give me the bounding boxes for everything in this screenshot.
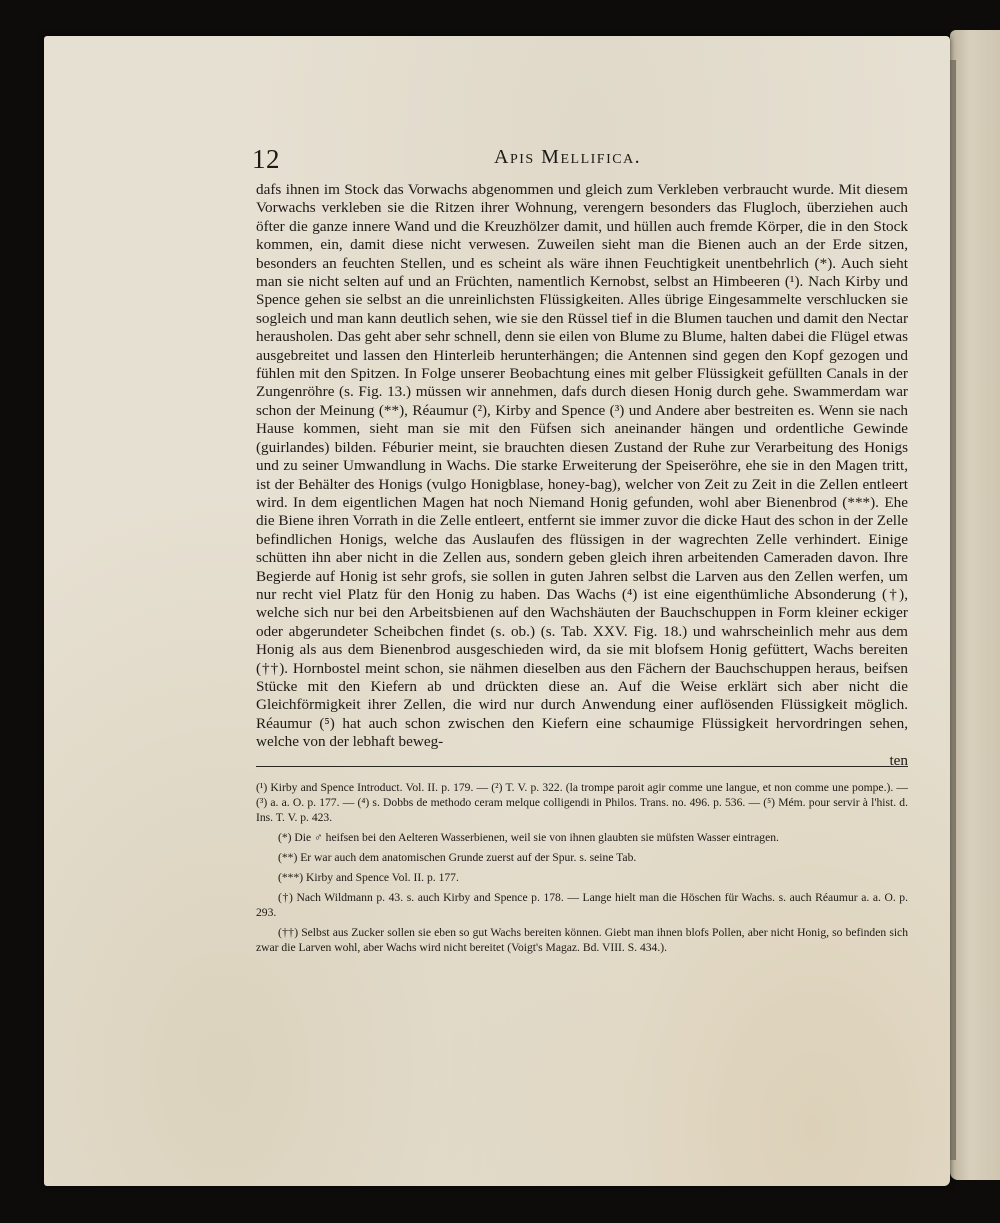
body-paragraph: dafs ihnen im Stock das Vorwachs abgenommen und gleich zum Verkleben verbraucht wurde. Mit diesem Vorwachs verkleben sie die Ritzen ihrer Wohnung, verengern besonders das Flugloch, überziehen auch öfter die ganze innere Wand und die Kreuzhölzer damit, und hüllen auch fremde Körper, die in den Stock kommen, ein, damit diese nicht verwesen. Zuweilen sieht man die Bienen auch an der Erde sitzen, besonders an feuchten Stellen, und es scheint als wäre ihnen Feuchtigkeit unentbehrlich (*). Auch sieht man sie nicht selten auf und an Früchten, namentlich Kernobst, selbst an Himbeeren (¹). Nach Kirby und Spence gehen sie selbst an die unreinlichsten Flüssigkeiten. Alles übrige Eingesammelte verschlucken sie sogleich und man kann deutlich sehen, wie sie den Rüssel tief in die Blumen tauchen und damit den Nectar herausholen. Das geht aber sehr schnell, denn sie eilen von Blume zu Blume, halten dabei die Flügel etwas ausgebreitet und lassen den Hinterleib herunterhängen; die Antennen sind gegen den Kopf gezogen und fühlen mit den Spitzen. In Folge unserer Beobachtung eines mit gelber Flüssigkeit gefüllten Canals in der Zungenröhre (s. Fig. 13.) müssen wir annehmen, dafs durch diesen Honig durch gehe. Swammerdam war schon der Meinung (**), Réaumur (²), Kirby and Spence (³) und Andere aber bestreiten es. Wenn sie nach Hause kommen, sieht man sie mit den Füfsen sich aneinander hängen und ordentliche Gewinde (guirlandes) bilden. Féburier meint, sie brauchten diesen Zustand der Ruhe zur Verarbeitung des Honigs und zu seiner Umwandlung in Wachs. Die starke Erweiterung der Speiseröhre, ehe sie in den Magen tritt, ist der Behälter des Honigs (vulgo Honigblase, honey-bag), welcher von Zeit zu Zeit in die Zellen entleert wird. In dem eigentlichen Magen hat noch Niemand Honig gefunden, wohl aber Bienenbrod (***). Ehe die Biene ihren Vorrath in die Zelle entleert, entfernt sie immer zuvor die dicke Haut des schon in der Zelle befindlichen Honigs, welche das Auslaufen des flüssigen in der wagrechten Zelle verhindert. Einige schütten ihn aber nicht in die Zellen aus, sondern geben gleich ihren arbeitenden Cameraden davon. Ihre Begierde auf Honig ist sehr grofs, sie sollen in guten Jahren selbst die Larven aus den Zellen werfen, um nur recht viel Platz für den Honig zu haben. Das Wachs (⁴) ist eine eigenthümliche Absonderung (†), welche sich nur bei den Arbeitsbienen auf den Wachshäuten der Bauchschuppen in Form kleiner eckiger oder abgerundeter Scheibchen findet (s. ob.) (s. Tab. XXV. Fig. 18.) und wahrscheinlich mehr aus dem Honig als aus dem Bienenbrod ausgeschieden wird, da sie mit blofsem Honig gefüttert, Wachs bereiten (††). Hornbostel meint schon, sie nähmen dieselben aus den Fächern der Bauchschuppen heraus, beifsen Stücke mit den Kiefern ab und drückten diese an. Auf die Weise erklärt sich aber nicht die Gleichförmigkeit ihrer Zellen, die wird nur durch Anwendung einer auflösenden Flüssigkeit möglich. Réaumur (⁵) hat auch schon zwischen den Kiefern eine schaumige Flüssigkeit hervordringen sehen, welche von der lebhaft beweg- [256,181,908,751]
footnote: (††) Selbst aus Zucker sollen sie eben so gut Wachs bereiten können. Giebt man ihnen blofs Pollen, aber nicht Honig, so befinden sich zwar die Larven wohl, aber Wachs wird nicht bereitet (Voigt's Magaz. Bd. VIII. S. 434.). [256,926,908,954]
footnote: (***) Kirby and Spence Vol. II. p. 177. [278,871,459,884]
footnote: (†) Nach Wildmann p. 43. s. auch Kirby and Spence p. 178. — Lange hielt man die Höschen für Wachs. s. auch Réaumur a. a. O. p. 293. [256,891,908,919]
footnote: (**) Er war auch dem anatomischen Grunde zuerst auf der Spur. s. seine Tab. [278,851,637,864]
adjacent-page-edge [950,30,1000,1180]
book-page [44,36,950,1186]
main-text [256,181,908,770]
page-number: 12 [252,144,280,174]
footnotes [256,780,908,960]
footnote: (¹) Kirby and Spence Introduct. Vol. II. p. 179. — (²) T. V. p. 322. (la trompe paroit agir comme une langue, et non comme une pompe.). — (³) a. a. O. p. 177. — (⁴) s. Dobbs de methodo ceram melque colligendi in Philos. Trans. no. 496. p. 536. — (⁵) Mém. pour servir à l'hist. d. Ins. T. V. p. 423. [256,781,908,824]
page-header [44,144,950,180]
footnote-rule [256,766,908,767]
body-paragraph-end: ten [889,751,908,769]
footnote: (*) Die ♂ heifsen bei den Aelteren Wasserbienen, weil sie von ihnen glaubten sie müfsten Wasser eintragen. [278,831,779,844]
running-title: Apis Mellifica. [494,146,642,168]
